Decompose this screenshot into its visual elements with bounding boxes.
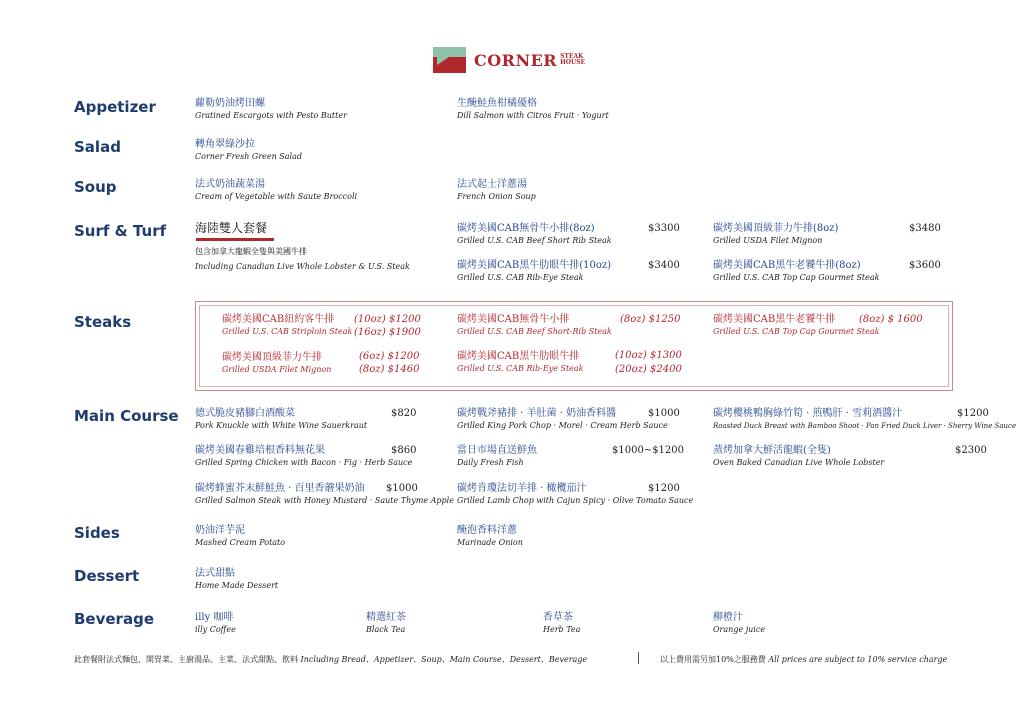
item-name-en: Corner Fresh Green Salad (195, 152, 303, 161)
item-name-en: Cream of Vegetable with Saute Broccoli (195, 192, 358, 201)
item-price: (8oz) $ 1600 (859, 314, 923, 325)
menu-item (195, 611, 236, 636)
menu-item (457, 350, 584, 375)
set-name-zh: 海陸雙人套餐 (195, 221, 268, 235)
footer-includes-en: Including Bread、Appetizer、Soup、Main Course、Dessert、Beverage (300, 655, 588, 664)
set-description (195, 245, 410, 273)
item-name-en: Dill Salmon with Citros Fruit · Yogurt (457, 111, 609, 120)
item-name-zh: 碳烤肯瓊法切羊排 · 橄欖茄汁 (457, 483, 587, 494)
item-name-zh: 碳烤美國CAB黑牛老饕牛排 (713, 314, 836, 325)
brand-logo (433, 47, 585, 73)
item-name-zh: 碳烤美國頂級菲力牛排(8oz) (713, 223, 839, 234)
menu-item (366, 611, 406, 636)
category-sides: Sides (74, 524, 120, 542)
category-surf-turf: Surf & Turf (74, 222, 167, 240)
category-appetizer: Appetizer (74, 98, 156, 116)
item-name-en: Grilled U.S. CAB Top Cap Gourmet Steak (713, 327, 880, 336)
menu-item (713, 259, 880, 284)
category-beverage: Beverage (74, 610, 154, 628)
item-name-en: French Onion Soup (457, 192, 536, 201)
item-name-zh: 碳烤美國頂級菲力牛排 (222, 352, 322, 363)
menu-item (195, 567, 278, 592)
item-name-en: Home Made Dessert (195, 581, 279, 590)
item-name-zh: 柳橙汁 (713, 612, 743, 623)
item-price: (10oz) $1200 (354, 314, 421, 325)
set-desc-zh: 包含加拿大龍蝦全隻與美國牛排 (195, 247, 307, 256)
item-name-zh: 碳烤美國CAB無骨牛小排(8oz) (457, 223, 595, 234)
item-name-en: Grilled U.S. CAB Striploin Steak (222, 327, 353, 336)
item-price: $860 (391, 445, 417, 456)
brand-sub2: HOUSE (560, 59, 586, 66)
set-desc-en: Including Canadian Live Whole Lobster & U.S. Steak (195, 262, 410, 271)
item-price: (20oz) $2400 (615, 364, 682, 375)
item-name-en: Grilled Lamb Chop with Cajun Spicy · Olive Tomato Sauce (457, 496, 694, 505)
category-soup: Soup (74, 178, 117, 196)
brand-subtitle (560, 54, 585, 66)
item-price: $1200 (648, 483, 680, 494)
item-price: $3480 (909, 223, 941, 234)
item-name-zh: 精選紅茶 (366, 612, 406, 623)
item-name-zh: 生醃鮭魚柑橘優格 (457, 98, 537, 109)
menu-item (713, 222, 838, 247)
item-name-en: Grilled Salmon Steak with Honey Mustard · Saute Thyme Apple (195, 496, 454, 505)
menu-item (457, 444, 537, 469)
item-name-zh: 碳烤櫻桃鴨胸綠竹筍 · 煎鴨肝 · 雪莉酒醬汁 (713, 408, 903, 419)
menu-item (457, 259, 611, 284)
item-name-zh: 碳烤美國CAB無骨牛小排 (457, 314, 570, 325)
footer-service-charge (660, 654, 947, 665)
item-name-en: Pork Knuckle with White Wine Sauerkraut (195, 421, 368, 430)
item-name-en: Grilled U.S. CAB Beef Short-Rib Steak (457, 327, 612, 336)
item-name-en: Grilled U.S. CAB Rib-Eye Steak (457, 364, 584, 373)
menu-item (195, 444, 412, 469)
menu-item (457, 178, 536, 203)
menu-item (195, 138, 302, 163)
menu-item (222, 351, 331, 376)
item-name-en: Mashed Cream Potato (195, 538, 286, 547)
item-name-zh: 碳烤戰斧豬排 · 羊肚菌 · 奶油香料醬 (457, 408, 617, 419)
item-price: $3300 (648, 223, 680, 234)
menu-item (457, 524, 523, 549)
item-name-en: Grilled U.S. CAB Top Cap Gourmet Steak (713, 273, 880, 282)
item-name-en: Grilled USDA Filet Mignon (222, 365, 332, 374)
item-name-zh: 奶油洋芋泥 (195, 525, 245, 536)
menu-item (713, 611, 765, 636)
set-menu (195, 220, 267, 236)
category-steaks: Steaks (74, 313, 132, 331)
item-price: $820 (391, 408, 417, 419)
item-price: $1000 (386, 483, 418, 494)
item-name-en: Oven Baked Canadian Live Whole Lobster (713, 458, 885, 467)
menu-item (195, 97, 347, 122)
item-name-zh: 德式脆皮豬腳白酒酸菜 (195, 408, 295, 419)
item-name-zh: 法式起士洋蔥湯 (457, 179, 527, 190)
item-price: $1000~$1200 (612, 445, 685, 456)
menu-item (457, 222, 612, 247)
item-price: $1000 (648, 408, 680, 419)
footer-includes-zh: 此套餐附法式麵包、開胃菜、主廚湯品、主菜、法式甜點、飲料 (74, 655, 298, 664)
item-price: (16oz) $1900 (354, 327, 421, 338)
category-main-course: Main Course (74, 407, 179, 425)
brand-name: CORNER (474, 50, 558, 70)
item-name-zh: 碳烤美國CAB紐約客牛排 (222, 314, 335, 325)
footer-divider (638, 652, 639, 664)
item-name-zh: 醃泡香料洋蔥 (457, 525, 517, 536)
item-name-zh: 法式奶油蔬菜湯 (195, 179, 265, 190)
item-name-zh: 轉角翠綠沙拉 (195, 139, 255, 150)
menu-item (457, 97, 609, 122)
item-price: (8oz) $1460 (359, 364, 420, 375)
item-name-en: Orange juice (713, 625, 766, 634)
item-price: $2300 (955, 445, 987, 456)
brand-sub1: STEAK (560, 53, 584, 60)
item-name-en: Grilled U.S. CAB Rib-Eye Steak (457, 273, 584, 282)
item-name-zh: illy 咖啡 (195, 612, 234, 623)
item-name-zh: 碳烤美國CAB黑牛肋眼牛排 (457, 351, 580, 362)
item-name-zh: 香草茶 (543, 612, 573, 623)
item-name-en: Marinade Onion (457, 538, 523, 547)
item-name-zh: 蘿勒奶油烤田螺 (195, 98, 265, 109)
item-price: $3600 (909, 260, 941, 271)
item-name-en: Roasted Duck Breast with Bamboo Shoot · Pan Fried Duck Liver · Sherry Wine Sauce (713, 422, 1017, 430)
menu-item (195, 524, 285, 549)
menu-item (543, 611, 580, 636)
item-name-zh: 碳烤美國CAB黑牛老饕牛排(8oz) (713, 260, 861, 271)
item-name-en: Herb Tea (543, 625, 581, 634)
menu-item (713, 313, 880, 338)
item-price: $1200 (957, 408, 989, 419)
category-salad: Salad (74, 138, 121, 156)
logo-mark-icon (433, 47, 466, 73)
item-price: $3400 (648, 260, 680, 271)
item-name-zh: 碳烤美國春雞培根香料無花果 (195, 445, 325, 456)
set-name-underline (196, 238, 274, 241)
item-name-zh: 碳烤蜂蜜芥末鮮鮭魚 · 百里香蘑果奶油 (195, 483, 365, 494)
item-price: (8oz) $1250 (620, 314, 681, 325)
menu-item (195, 407, 367, 432)
item-name-en: Grilled USDA Filet Mignon (713, 236, 823, 245)
footer-service-zh: 以上費用需另加10%之服務費 (660, 655, 766, 664)
menu-item (457, 313, 612, 338)
menu-item (457, 407, 668, 432)
footer-includes (74, 654, 587, 665)
menu-item (222, 313, 352, 338)
item-name-zh: 蒸烤加拿大鮮活龍蝦(全隻) (713, 445, 831, 456)
item-name-en: Grilled King Pork Chop · Morel · Cream Herb Sauce (457, 421, 668, 430)
item-price: (10oz) $1300 (615, 350, 682, 361)
footer-service-en: All prices are subject to 10% service charge (768, 655, 948, 664)
item-name-en: Black Tea (366, 625, 406, 634)
item-name-zh: 當日市場直送鮮魚 (457, 445, 537, 456)
item-name-en: Gratined Escargots with Pesto Butter (195, 111, 347, 120)
item-name-zh: 碳烤美國CAB黑牛肋眼牛排(10oz) (457, 260, 612, 271)
item-name-en: Grilled Spring Chicken with Bacon · Fig · Herb Sauce (195, 458, 413, 467)
menu-item (195, 178, 357, 203)
item-name-en: illy Coffee (195, 625, 236, 634)
item-name-en: Grilled U.S. CAB Beef Short Rib Steak (457, 236, 612, 245)
item-name-en: Daily Fresh Fish (457, 458, 524, 467)
item-name-zh: 法式甜點 (195, 568, 235, 579)
category-dessert: Dessert (74, 567, 140, 585)
item-price: (6oz) $1200 (359, 351, 420, 362)
menu-item (713, 444, 884, 469)
